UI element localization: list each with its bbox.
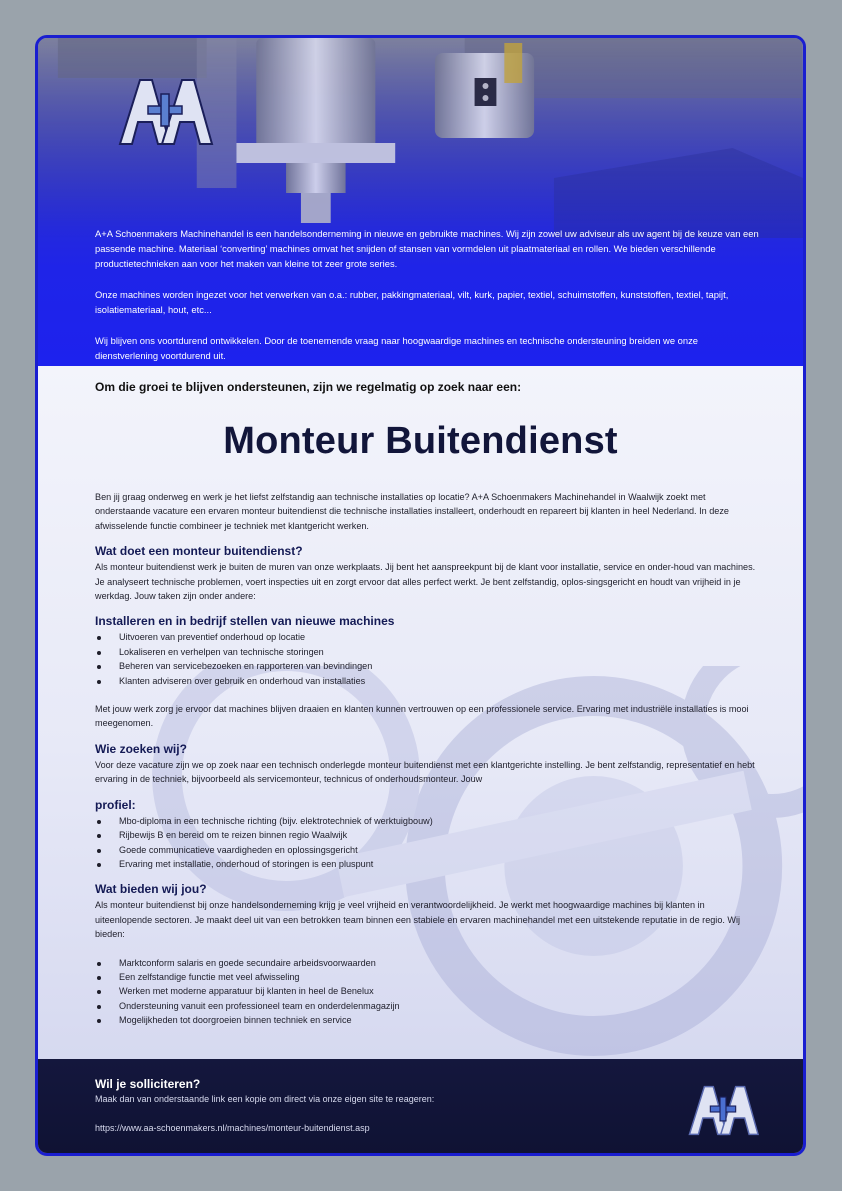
apply-footer xyxy=(38,1059,803,1156)
header-intro xyxy=(95,226,763,366)
list-item: Marktconform salaris en goede secundaire arbeidsvoorwaarden xyxy=(95,956,763,970)
company-logo xyxy=(110,76,220,148)
apply-title: Wil je solliciteren? xyxy=(95,1077,201,1091)
header-paragraph: Wij blijven ons voortdurend ontwikkelen. Door de toenemende vraag naar hoogwaardige machines en technische ondersteuning breiden we onze dienstverlening voortdurend uit. xyxy=(95,335,698,361)
section-heading: profiel: xyxy=(95,797,136,812)
list-item: Mogelijkheden tot doorgroeien binnen techniek en service xyxy=(95,1013,763,1027)
list-item: Rijbewijs B en bereid om te reizen binnen regio Waalwijk xyxy=(95,828,763,842)
list-item: Ondersteuning vanuit een professioneel team en onderdelenmagazijn xyxy=(95,999,763,1013)
header-paragraph: A+A Schoenmakers Machinehandel is een handelsonderneming in nieuwe en gebruikte machines. Wij zijn zowel uw adviseur als uw agent bij de keuze van een passende machine. Materiaal ‘converting’ machines omvat het snijden of stansen van vormdelen uit plaatmateriaal en rollen. We bieden verschillende productietechnieken aan voor het maken van kleine tot zeer grote series. xyxy=(95,228,759,269)
header-hero xyxy=(38,38,803,366)
vacancy-content xyxy=(95,490,763,1028)
section-heading: Wat doet een monteur buitendienst? xyxy=(95,544,303,559)
header-paragraph: Onze machines worden ingezet voor het verwerken van o.a.: rubber, pakkingmateriaal, vilt, kurk, papier, textiel, schuimstoffen, kunststoffen, textiel, tapijt, isolatiemateriaal, hout, etc... xyxy=(95,289,729,315)
list-item: Werken met moderne apparatuur bij klanten in heel de Benelux xyxy=(95,984,763,998)
section-heading: Installeren en in bedrijf stellen van nieuwe machines xyxy=(95,614,395,629)
section-heading: Wat bieden wij jou? xyxy=(95,882,207,897)
list-item: Klanten adviseren over gebruik en onderhoud van installaties xyxy=(95,674,763,688)
vacancy-body xyxy=(38,366,803,1059)
list-item: Ervaring met installatie, onderhoud of storingen is een pluspunt xyxy=(95,857,763,871)
list-item: Beheren van servicebezoeken en rapporteren van bevindingen xyxy=(95,659,763,673)
intro-paragraph: Ben jij graag onderweg en werk je het liefst zelfstandig aan technische installaties op locatie? A+A Schoenmakers Machinehandel in Waalwijk zoekt met onderstaande vacature een ervaren monteur buitendienst die technische installaties installeert, onderhoudt en repareert bij klanten in heel Nederland. In deze afwisselende functie combineer je techniek met klantgericht werken. xyxy=(95,492,729,531)
vacancy-card xyxy=(35,35,806,1156)
section-text: Als monteur buitendienst werk je buiten de muren van onze werkplaats. Jij bent het aanspreekpunt bij de klant voor installatie, service en onder-houd van machines. Je analyseert technische problemen, voert inspecties uit en zorgt ervoor dat alles perfect werkt. Je bent zelfstandig, oplos-singsgericht en houdt van vrijheid in je werkdag. Jouw taken zijn onder andere: xyxy=(95,562,756,602)
apply-text: Maak dan van onderstaande link een kopie om direct via onze eigen site te reageren: xyxy=(95,1094,435,1104)
task-list xyxy=(95,630,763,688)
section-text: Met jouw werk zorg je ervoor dat machines blijven draaien en klanten kunnen vertrouwen op een professionele service. Ervaring met industriële installaties is mooi meegenomen. xyxy=(95,704,749,729)
section-text: Voor deze vacature zijn we op zoek naar een technisch onderlegde monteur buitendienst met een klantgerichte instelling. Je bent zelfstandig, representatief en hebt ervaring in de techniek, bijvoorbeeld als servicemonteur, technicus of onderhoudsmonteur. Jouw xyxy=(95,759,755,785)
list-item: Mbo-diploma in een technische richting (bijv. elektrotechniek of werktuigbouw) xyxy=(95,814,763,828)
offer-list xyxy=(95,956,763,1028)
list-item: Goede communicatieve vaardigheden en oplossingsgericht xyxy=(95,843,763,857)
section-heading: Wie zoeken wij? xyxy=(95,741,187,756)
profile-list xyxy=(95,814,763,872)
apply-link[interactable]: https://www.aa-schoenmakers.nl/machines/monteur-buitendienst.asp xyxy=(95,1123,370,1133)
page-title: Monteur Buitendienst xyxy=(223,420,618,462)
intro-line: Om die groei te blijven ondersteunen, zijn we regelmatig op zoek naar een: xyxy=(95,380,522,394)
list-item: Uitvoeren van preventief onderhoud op locatie xyxy=(95,630,763,644)
company-logo xyxy=(682,1083,764,1138)
list-item: Een zelfstandige functie met veel afwisseling xyxy=(95,970,763,984)
section-text: Als monteur buitendienst bij onze handelsonderneming krijg je veel vrijheid en verantwoordelijkheid. Je werkt met hoogwaardige machines bij klanten in uiteenlopende sectoren. Je maakt deel uit van een betrokken team binnen een stabiele en ervaren machinehandel met een uitstekende reputatie in de regio. Wij bieden: xyxy=(95,900,741,940)
list-item: Lokaliseren en verhelpen van technische storingen xyxy=(95,645,763,659)
